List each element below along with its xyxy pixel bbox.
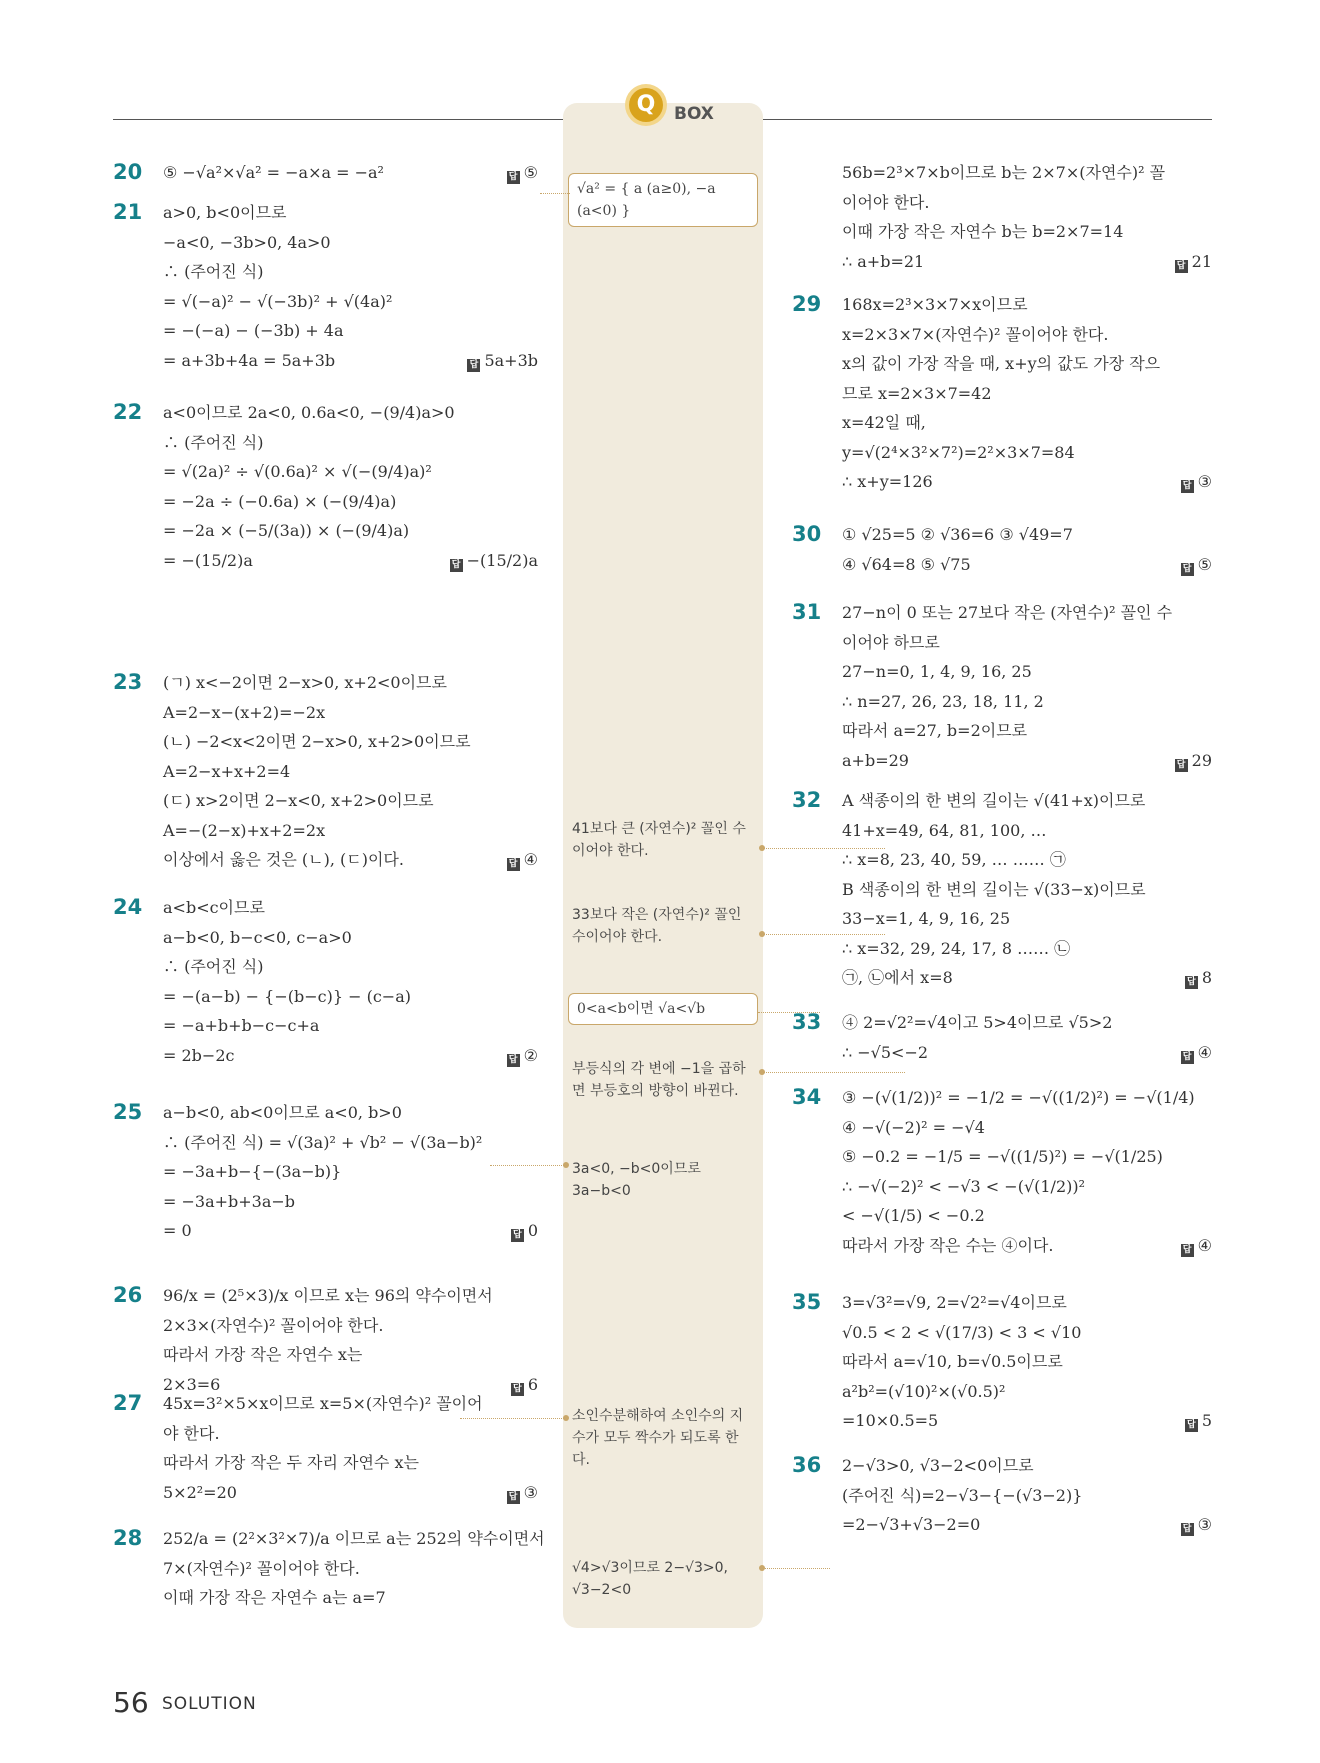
- answer-icon: 답: [507, 858, 520, 871]
- solution-text: ④ 2=√2²=√4이고 5>4이므로 √5>2: [842, 1013, 1113, 1032]
- solution-line: [842, 657, 1212, 687]
- solution-line: [163, 1419, 538, 1449]
- solution-text: x=42일 때,: [842, 413, 926, 432]
- solution-line: [842, 320, 1212, 350]
- answer-icon: 답: [467, 359, 480, 372]
- solution-line: [163, 428, 538, 458]
- answer-mark: [1181, 1231, 1212, 1261]
- solution-text: ∴ (주어진 식): [163, 262, 264, 281]
- solution-line: [842, 1406, 1212, 1436]
- solution-text: 33−x=1, 4, 9, 16, 25: [842, 909, 1011, 928]
- left-problem-26: [113, 1281, 538, 1399]
- solution-text: 따라서 가장 작은 두 자리 자연수 x는: [163, 1453, 419, 1472]
- solution-text: = −a+b+b−c−c+a: [163, 1016, 320, 1035]
- answer-icon: 답: [507, 171, 520, 184]
- note-leader-line: [460, 1418, 568, 1419]
- solution-line: [842, 786, 1212, 816]
- left-problem-20: [113, 158, 538, 188]
- solution-text: = −3a+b+3a−b: [163, 1191, 296, 1211]
- note-leader-line: [762, 1568, 830, 1569]
- solution-text: ∴ a+b=21: [842, 251, 925, 271]
- solution-text: 따라서 가장 작은 수는 ④이다.: [842, 1235, 1054, 1255]
- problem-number: 30: [792, 522, 822, 546]
- solution-line: [842, 1172, 1212, 1202]
- solution-text: 96/x = (2⁵×3)/x 이므로 x는 96의 약수이면서: [163, 1286, 493, 1305]
- left-problem-21: [113, 198, 538, 375]
- solution-line: [163, 1478, 538, 1508]
- page-number: 56: [113, 1686, 149, 1719]
- qbox-note: 부등식의 각 변에 −1을 곱하면 부등호의 방향이 바뀐다.: [572, 1061, 746, 1099]
- answer-value: ⑤: [523, 163, 538, 182]
- note-leader-dot: [759, 1565, 765, 1571]
- left-problem-28: [113, 1524, 545, 1613]
- problem-number: 20: [113, 160, 143, 184]
- answer-mark: [1175, 247, 1212, 277]
- note-leader-line: [762, 1072, 905, 1073]
- answer-icon: 답: [1185, 976, 1198, 989]
- problem-number: 22: [113, 400, 143, 424]
- solution-line: [842, 1318, 1212, 1348]
- solution-text: ∴ x+y=126: [842, 472, 933, 491]
- qbox-note: 소인수분해하여 소인수의 지수가 모두 짝수가 되도록 한다.: [572, 1408, 744, 1468]
- solution-line: [842, 598, 1212, 628]
- solution-text: ∴ −√5<−2: [842, 1042, 929, 1062]
- solution-line: [163, 158, 538, 188]
- answer-icon: 답: [511, 1383, 524, 1396]
- solution-line: [163, 1011, 538, 1041]
- solution-line: [842, 188, 1212, 218]
- solution-text: a−b<0, b−c<0, c−a>0: [163, 927, 352, 947]
- solution-text: ⑤ −√a²×√a² = −a×a = −a²: [163, 163, 384, 182]
- note-leader-line: [490, 1165, 568, 1166]
- solution-text: A=−(2−x)+x+2=2x: [163, 820, 326, 840]
- solution-line: [163, 257, 538, 287]
- solution-line: [163, 1340, 538, 1370]
- solution-text: = −(a−b) − {−(b−c)} − (c−a): [163, 986, 411, 1006]
- note-leader-line: [762, 848, 885, 849]
- solution-line: [163, 457, 538, 487]
- answer-icon: 답: [507, 1491, 520, 1504]
- right-problem-36: [792, 1451, 1212, 1540]
- answer-icon: 답: [511, 1229, 524, 1242]
- answer-icon: 답: [1181, 1244, 1194, 1257]
- solution-line: [842, 816, 1212, 846]
- solution-line: [842, 716, 1212, 746]
- solution-line: [163, 816, 538, 846]
- problem-number: 27: [113, 1391, 143, 1415]
- solution-line: [842, 1083, 1212, 1113]
- solution-line: [163, 516, 538, 546]
- problem-number: 31: [792, 600, 822, 624]
- solution-line: [163, 1128, 538, 1158]
- right-problem-34: [792, 1083, 1212, 1260]
- qbox-column: [563, 103, 763, 1628]
- problem-number: 21: [113, 200, 143, 224]
- solution-text: A=2−x+x+2=4: [163, 761, 291, 781]
- note-leader-line: [540, 193, 570, 194]
- solution-line: [163, 982, 538, 1012]
- answer-icon: 답: [507, 1054, 520, 1067]
- solution-line: [842, 520, 1212, 550]
- note-leader-dot: [563, 1162, 569, 1168]
- solution-text: = 0: [163, 1221, 192, 1240]
- solution-text: a<b<c이므로: [163, 898, 265, 917]
- solution-text: 56b=2³×7×b이므로 b는 2×7×(자연수)² 꼴: [842, 163, 1166, 182]
- note-leader-line: [762, 934, 885, 935]
- left-problem-23: [113, 668, 538, 875]
- solution-text: = −3a+b−{−(3a−b)}: [163, 1162, 342, 1181]
- left-problem-27: [113, 1389, 538, 1507]
- footer-label: SOLUTION: [162, 1694, 257, 1714]
- qbox-logo: [625, 84, 667, 126]
- solution-line: [842, 217, 1212, 247]
- solution-text: (ㄱ) x<−2이면 2−x>0, x+2<0이므로: [163, 673, 447, 692]
- solution-text: 3=√3²=√9, 2=√2²=√4이므로: [842, 1293, 1067, 1312]
- solution-line: [842, 963, 1212, 993]
- solution-text: = −2a × (−5/(3a)) × (−(9/4)a): [163, 521, 410, 540]
- solution-line: [842, 1113, 1212, 1143]
- solution-line: [842, 1008, 1212, 1038]
- solution-line: [163, 786, 538, 816]
- note-leader-line: [758, 1012, 820, 1013]
- left-problem-25: [113, 1098, 538, 1246]
- answer-icon: 답: [1181, 1523, 1194, 1536]
- solution-text: (주어진 식)=2−√3−{−(√3−2)}: [842, 1485, 1083, 1505]
- problem-number: 24: [113, 895, 143, 919]
- qbox-label: BOX: [674, 104, 714, 124]
- solution-line: [163, 287, 538, 317]
- solution-line: [163, 668, 538, 698]
- answer-mark: [1175, 746, 1212, 776]
- solution-line: [163, 198, 538, 228]
- solution-text: =2−√3+√3−2=0: [842, 1515, 981, 1534]
- problem-number: 36: [792, 1453, 822, 1477]
- solution-text: a+b=29: [842, 750, 909, 770]
- solution-line: [842, 1510, 1212, 1540]
- solution-text: = −2a ÷ (−0.6a) × (−(9/4)a): [163, 491, 397, 511]
- right-problem-31: [792, 598, 1212, 775]
- solution-text: ① √25=5 ② √36=6 ③ √49=7: [842, 525, 1073, 544]
- solution-text: B 색종이의 한 변의 길이는 √(33−x)이므로: [842, 879, 1146, 899]
- solution-line: [163, 1554, 538, 1584]
- solution-line: [842, 1142, 1212, 1172]
- answer-value: 6: [527, 1374, 538, 1394]
- answer-mark: [1181, 1510, 1212, 1540]
- qbox-note: 0<a<b이면 √a<√b: [568, 993, 758, 1025]
- answer-mark: [1181, 467, 1212, 497]
- solution-line: [842, 438, 1212, 468]
- solution-line: [163, 346, 538, 376]
- solution-text: 27−n=0, 1, 4, 9, 16, 25: [842, 662, 1032, 681]
- solution-text: A 색종이의 한 변의 길이는 √(41+x)이므로: [842, 791, 1146, 810]
- qbox-note: √a² = { a (a≥0), −a (a<0) }: [568, 173, 758, 227]
- answer-value: ③: [1197, 472, 1212, 491]
- solution-line: [842, 379, 1212, 409]
- problem-number: 26: [113, 1283, 143, 1307]
- solution-text: 이어야 하므로: [842, 632, 940, 652]
- answer-value: 21: [1191, 251, 1212, 271]
- solution-text: a²b²=(√10)²×(√0.5)²: [842, 1381, 1006, 1401]
- solution-line: [163, 952, 538, 982]
- answer-icon: 답: [1175, 260, 1188, 273]
- answer-mark: [1181, 1038, 1212, 1068]
- solution-line: [163, 727, 538, 757]
- solution-line: [842, 934, 1212, 964]
- solution-line: [163, 1041, 538, 1071]
- solution-text: ∴ x=32, 29, 24, 17, 8 …… ㉡: [842, 938, 1071, 958]
- solution-line: [842, 746, 1212, 776]
- answer-mark: [507, 158, 538, 188]
- answer-value: ③: [523, 1482, 538, 1502]
- answer-mark: [467, 346, 538, 376]
- answer-value: ④: [1197, 1235, 1212, 1255]
- solution-line: [842, 1377, 1212, 1407]
- solution-line: [163, 1583, 538, 1613]
- solution-line: [842, 467, 1212, 497]
- solution-line: [842, 1038, 1212, 1068]
- solution-text: ∴ x=8, 23, 40, 59, … …… ㉠: [842, 850, 1066, 869]
- solution-text: =10×0.5=5: [842, 1411, 939, 1430]
- qbox-logo-letter: Q: [629, 88, 663, 122]
- solution-line: [842, 875, 1212, 905]
- solution-text: = √(−a)² − √(−3b)² + √(4a)²: [163, 291, 393, 311]
- solution-text: 므로 x=2×3×7=42: [842, 383, 992, 403]
- solution-line: [842, 290, 1212, 320]
- solution-line: [842, 408, 1212, 438]
- answer-value: 5a+3b: [484, 350, 538, 370]
- solution-text: < −√(1/5) < −0.2: [842, 1206, 985, 1225]
- solution-text: 이때 가장 작은 자연수 b는 b=2×7=14: [842, 222, 1124, 241]
- solution-line: [163, 923, 538, 953]
- solution-line: [842, 349, 1212, 379]
- right-problem-33: [792, 1008, 1212, 1067]
- solution-line: [163, 845, 538, 875]
- solution-text: x=2×3×7×(자연수)² 꼴이어야 한다.: [842, 324, 1109, 344]
- solution-line: [163, 228, 538, 258]
- problem-number: 28: [113, 1526, 143, 1550]
- answer-icon: 답: [450, 559, 463, 572]
- solution-text: 27−n이 0 또는 27보다 작은 (자연수)² 꼴인 수: [842, 603, 1173, 622]
- solution-line: [842, 247, 1212, 277]
- answer-mark: [511, 1216, 538, 1246]
- right-problem-32: [792, 786, 1212, 993]
- left-problem-22: [113, 398, 538, 575]
- problem-number: 29: [792, 292, 822, 316]
- answer-value: −(15/2)a: [466, 550, 538, 570]
- solution-text: 7×(자연수)² 꼴이어야 한다.: [163, 1558, 360, 1578]
- solution-text: (ㄴ) −2<x<2이면 2−x>0, x+2>0이므로: [163, 732, 471, 751]
- answer-mark: [1181, 550, 1212, 580]
- qbox-note: 3a<0, −b<0이므로 3a−b<0: [572, 1161, 701, 1199]
- solution-text: 252/a = (2²×3²×7)/a 이므로 a는 252의 약수이면서: [163, 1529, 545, 1548]
- solution-text: 168x=2³×3×7×x이므로: [842, 295, 1028, 314]
- answer-icon: 답: [1181, 563, 1194, 576]
- solution-text: x의 값이 가장 작을 때, x+y의 값도 가장 작으: [842, 354, 1161, 373]
- solution-text: ∴ (주어진 식): [163, 957, 264, 976]
- solution-line: [163, 1448, 538, 1478]
- answer-mark: [507, 845, 538, 875]
- solution-text: ∴ −√(−2)² < −√3 < −(√(1/2))²: [842, 1176, 1086, 1196]
- solution-text: 2×3×(자연수)² 꼴이어야 한다.: [163, 1315, 384, 1335]
- solution-line: [842, 1451, 1212, 1481]
- solution-text: 41+x=49, 64, 81, 100, …: [842, 820, 1047, 840]
- solution-text: = −(15/2)a: [163, 550, 253, 570]
- solution-line: [842, 1481, 1212, 1511]
- solution-line: [842, 687, 1212, 717]
- solution-text: 2−√3>0, √3−2<0이므로: [842, 1456, 1034, 1475]
- solution-line: [163, 1187, 538, 1217]
- left-problem-24: [113, 893, 538, 1070]
- solution-line: [163, 316, 538, 346]
- solution-text: ④ √64=8 ⑤ √75: [842, 554, 971, 574]
- solution-line: [163, 487, 538, 517]
- solution-line: [163, 698, 538, 728]
- solution-line: [842, 1347, 1212, 1377]
- note-leader-dot: [563, 1415, 569, 1421]
- solution-line: [842, 158, 1212, 188]
- qbox-note: 33보다 작은 (자연수)² 꼴인 수이어야 한다.: [572, 907, 742, 945]
- solution-text: √0.5 < 2 < √(17/3) < 3 < √10: [842, 1322, 1082, 1342]
- solution-line: [163, 398, 538, 428]
- solution-text: = 2b−2c: [163, 1045, 235, 1065]
- answer-value: 29: [1191, 750, 1212, 770]
- answer-value: 0: [527, 1221, 538, 1240]
- problem-number: 32: [792, 788, 822, 812]
- answer-value: ③: [1197, 1515, 1212, 1534]
- solution-text: ③ −(√(1/2))² = −1/2 = −√((1/2)²) = −√(1/4): [842, 1088, 1195, 1107]
- solution-text: 이때 가장 작은 자연수 a는 a=7: [163, 1588, 386, 1607]
- solution-line: [163, 1281, 538, 1311]
- answer-icon: 답: [1175, 759, 1188, 772]
- solution-text: 따라서 가장 작은 자연수 x는: [163, 1345, 363, 1364]
- solution-line: [842, 550, 1212, 580]
- answer-value: ④: [1197, 1042, 1212, 1062]
- solution-text: 2×3=6: [163, 1374, 221, 1394]
- solution-text: 5×2²=20: [163, 1482, 237, 1502]
- solution-line: [163, 1524, 545, 1554]
- qbox-note: 41보다 큰 (자연수)² 꼴인 수이어야 한다.: [572, 821, 746, 859]
- solution-line: [163, 893, 538, 923]
- solution-text: = a+3b+4a = 5a+3b: [163, 350, 336, 370]
- solution-line: [842, 904, 1212, 934]
- solution-text: 45x=3²×5×x이므로 x=5×(자연수)² 꼴이어: [163, 1394, 483, 1413]
- answer-value: ④: [523, 850, 538, 869]
- answer-value: 8: [1201, 968, 1212, 987]
- answer-mark: [507, 1041, 538, 1071]
- answer-mark: [1185, 1406, 1212, 1436]
- solution-text: a−b<0, ab<0이므로 a<0, b>0: [163, 1103, 402, 1122]
- solution-text: ㉠, ㉡에서 x=8: [842, 968, 953, 987]
- solution-text: = −(−a) − (−3b) + 4a: [163, 321, 344, 340]
- answer-value: ⑤: [1197, 554, 1212, 574]
- solution-line: [163, 1389, 538, 1419]
- problem-number: 23: [113, 670, 143, 694]
- answer-icon: 답: [1181, 480, 1194, 493]
- note-leader-dot: [759, 931, 765, 937]
- answer-mark: [507, 1478, 538, 1508]
- solution-text: ∴ (주어진 식): [163, 432, 264, 452]
- solution-text: ∴ n=27, 26, 23, 18, 11, 2: [842, 691, 1044, 711]
- answer-icon: 답: [1185, 1419, 1198, 1432]
- solution-text: y=√(2⁴×3²×7²)=2²×3×7=84: [842, 442, 1075, 462]
- solution-line: [163, 757, 538, 787]
- solution-line: [163, 1216, 538, 1246]
- solution-text: 이어야 한다.: [842, 192, 930, 212]
- solution-text: a>0, b<0이므로: [163, 203, 287, 222]
- solution-text: A=2−x−(x+2)=−2x: [163, 702, 326, 722]
- right-problem-cont: [792, 158, 1212, 276]
- answer-mark: [1185, 963, 1212, 993]
- solution-text: (ㄷ) x>2이면 2−x<0, x+2>0이므로: [163, 791, 434, 810]
- problem-number: 35: [792, 1290, 822, 1314]
- note-leader-dot: [759, 845, 765, 851]
- solution-line: [842, 1201, 1212, 1231]
- right-problem-35: [792, 1288, 1212, 1436]
- solution-line: [842, 1231, 1212, 1261]
- solution-text: a<0이므로 2a<0, 0.6a<0, −(9/4)a>0: [163, 403, 455, 422]
- solution-line: [163, 1098, 538, 1128]
- problem-number: 33: [792, 1010, 822, 1034]
- solution-text: 야 한다.: [163, 1423, 220, 1443]
- problem-number: 34: [792, 1085, 822, 1109]
- note-leader-dot: [759, 1069, 765, 1075]
- answer-value: 5: [1201, 1411, 1212, 1430]
- answer-icon: 답: [1181, 1051, 1194, 1064]
- solution-line: [842, 628, 1212, 658]
- solution-text: ⑤ −0.2 = −1/5 = −√((1/5)²) = −√(1/25): [842, 1147, 1163, 1166]
- solution-text: = √(2a)² ÷ √(0.6a)² × √(−(9/4)a)²: [163, 462, 432, 481]
- solution-line: [842, 1288, 1212, 1318]
- solution-line: [163, 546, 538, 576]
- solution-line: [163, 1157, 538, 1187]
- solution-text: ④ −√(−2)² = −√4: [842, 1117, 985, 1137]
- answer-mark: [450, 546, 538, 576]
- solution-text: 따라서 a=27, b=2이므로: [842, 721, 1028, 740]
- problem-number: 25: [113, 1100, 143, 1124]
- solution-line: [842, 845, 1212, 875]
- right-problem-30: [792, 520, 1212, 579]
- solution-text: 이상에서 옳은 것은 (ㄴ), (ㄷ)이다.: [163, 850, 404, 869]
- right-problem-29: [792, 290, 1212, 497]
- qbox-note: √4>√3이므로 2−√3>0, √3−2<0: [572, 1560, 728, 1598]
- solution-text: −a<0, −3b>0, 4a>0: [163, 232, 331, 252]
- solution-text: 따라서 a=√10, b=√0.5이므로: [842, 1352, 1063, 1371]
- answer-value: ②: [523, 1045, 538, 1065]
- solution-text: ∴ (주어진 식) = √(3a)² + √b² − √(3a−b)²: [163, 1132, 483, 1152]
- solution-line: [163, 1311, 538, 1341]
